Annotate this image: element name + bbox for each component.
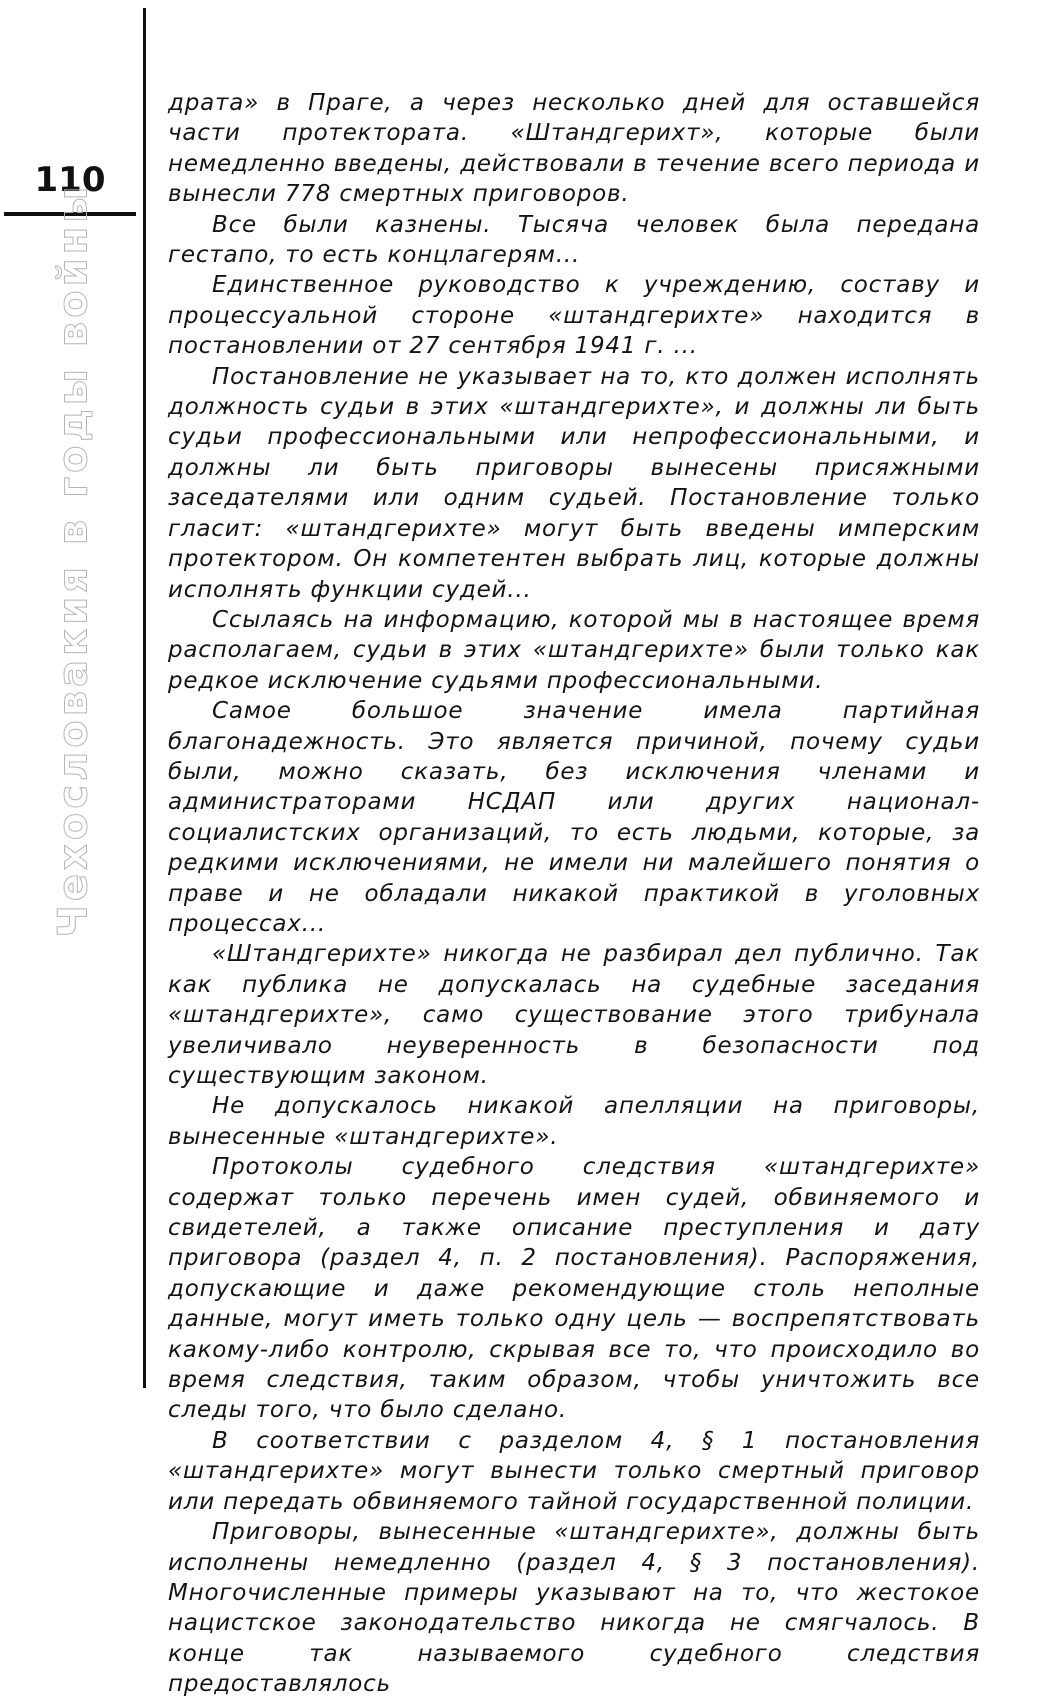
running-title-text: Чехословакия в годы войны bbox=[50, 182, 96, 938]
paragraph: Ссылаясь на информацию, которой мы в настоящее время располагаем, судьи в этих «штандгерихте» были только как редкое исключение судьями профессиональными. bbox=[168, 606, 980, 694]
text-column bbox=[168, 88, 980, 1698]
paragraph: драта» в Праге, а через несколько дней для оставшейся части протектората. «Штандгерихт», которые были немедленно введены, действовали в течение всего периода и вынесли 778 смертных приговоров. bbox=[168, 90, 980, 208]
page-number: 110 bbox=[34, 160, 106, 200]
paragraph: Приговоры, вынесенные «штандгерихте», должны быть исполнены немедленно (раздел 4, § 3 постановления). Многочисленные примеры указывают на то, что жестокое нацистское законодательство никогда не смягчалось. В конце так называемого судебного следствия предоставлялось bbox=[168, 1519, 980, 1698]
paragraph: Единственное руководство к учреждению, составу и процессуальной стороне «штандгерихте» находится в постановлении от 27 сентября 1941 г. ... bbox=[168, 272, 980, 360]
paragraph: Все были казнены. Тысяча человек была передана гестапо, то есть концлагерям... bbox=[168, 211, 980, 269]
paragraph: Самое большое значение имела партийная благонадежность. Это является причиной, почему судьи были, можно сказать, без исключения членами и администраторами НСДАП или других национал-социалистских организаций, то есть людьми, которые, за редкими исключениями, не имели ни малейшего понятия о праве и не обладали никакой практикой в уголовных процессах... bbox=[168, 698, 980, 937]
paragraph: Не допускалось никакой апелляции на приговоры, вынесенные «штандгерихте». bbox=[168, 1093, 980, 1150]
margin-rule bbox=[143, 8, 146, 1388]
paragraph: В соответствии с разделом 4, § 1 постановления «штандгерихте» могут вынести только смертный приговор или передать обвиняемого тайной государственной полиции. bbox=[168, 1427, 980, 1515]
paragraph: «Штандгерихте» никогда не разбирал дел публично. Так как публика не допускалась на судебные заседания «штандгерихте», само существование этого трибунала увеличивало неуверенность в безопасности под существующим законом. bbox=[168, 941, 980, 1089]
paragraph: Постановление не указывает на то, кто должен исполнять должность судьи в этих «штандгерихте», и должны ли быть судьи профессиональными или непрофессиональными, и должны ли быть приговоры вынесены присяжными заседателями или одним судьей. Постановление только гласит: «штандгерихте» могут быть введены имперским протектором. Он компетентен выбрать лиц, которые должны исполнять функции судей... bbox=[168, 363, 980, 603]
paragraph: Протоколы судебного следствия «штандгерихте» содержат только перечень имен судей, обвиняемого и свидетелей, а также описание преступления и дату приговора (раздел 4, п. 2 постановления). Распоряжения, допускающие и даже рекомендующие столь неполные данные, могут иметь только одну цель — воспрепятствовать какому-либо контролю, скрывая все то, что происходило во время следствия, таким образом, чтобы уничтожить все следы того, что было сделано. bbox=[168, 1154, 980, 1424]
running-title bbox=[42, 182, 104, 938]
